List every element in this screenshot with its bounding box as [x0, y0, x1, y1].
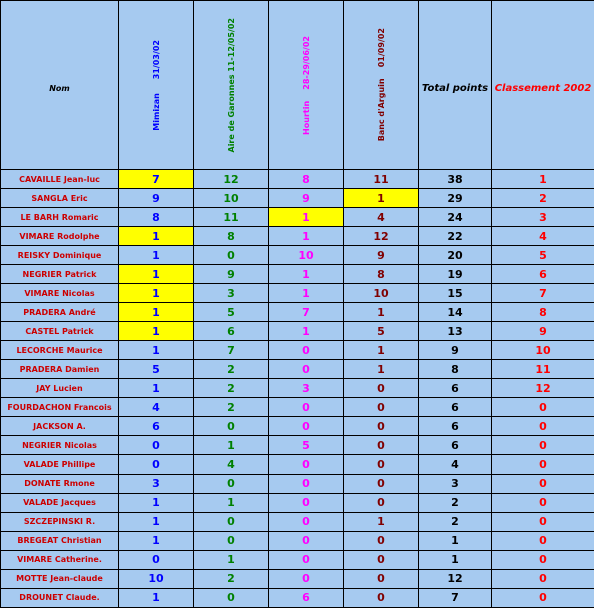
- race-4-points: 1: [344, 512, 419, 531]
- total-points: 8: [419, 360, 492, 379]
- race-3-points: 0: [269, 512, 344, 531]
- race-1-points: 8: [119, 208, 194, 227]
- participant-name: DROUNET Claude.: [1, 588, 119, 607]
- table-row: [1, 170, 594, 189]
- race-4-points: 0: [344, 417, 419, 436]
- header-race-3: [269, 1, 344, 170]
- header-total: Total points: [419, 1, 492, 170]
- race-2-points: 12: [194, 170, 269, 189]
- race-1-points: 0: [119, 455, 194, 474]
- participant-name: VALADE Phillipe: [1, 455, 119, 474]
- table-row: [1, 265, 594, 284]
- total-points: 9: [419, 341, 492, 360]
- total-points: 6: [419, 417, 492, 436]
- table-row: [1, 455, 594, 474]
- rank-value: 0: [492, 550, 594, 569]
- participant-name: PRADERA André: [1, 303, 119, 322]
- race-1-points: 1: [119, 493, 194, 512]
- total-points: 29: [419, 189, 492, 208]
- participant-name: JAY Lucien: [1, 379, 119, 398]
- participant-name: JACKSON A.: [1, 417, 119, 436]
- race-3-points: 1: [269, 208, 344, 227]
- race-1-points: 9: [119, 189, 194, 208]
- rank-value: 0: [492, 455, 594, 474]
- race-4-points: 0: [344, 455, 419, 474]
- race-4-points: 11: [344, 170, 419, 189]
- race-4-points: 4: [344, 208, 419, 227]
- table-row: [1, 322, 594, 341]
- total-points: 13: [419, 322, 492, 341]
- rank-value: 2: [492, 189, 594, 208]
- race-2-points: 10: [194, 189, 269, 208]
- race-2-points: 2: [194, 398, 269, 417]
- race-4-points: 12: [344, 227, 419, 246]
- race-1-points: 1: [119, 341, 194, 360]
- rank-value: 8: [492, 303, 594, 322]
- rank-value: 0: [492, 398, 594, 417]
- rank-value: 0: [492, 512, 594, 531]
- race-2-points: 0: [194, 474, 269, 493]
- race-1-points: 1: [119, 303, 194, 322]
- participant-name: VALADE Jacques: [1, 493, 119, 512]
- header-name: Nom: [1, 1, 119, 170]
- participant-name: VIMARE Catherine.: [1, 550, 119, 569]
- race-3-points: 0: [269, 341, 344, 360]
- total-points: 6: [419, 379, 492, 398]
- participant-name: VIMARE Nicolas: [1, 284, 119, 303]
- race-1-points: 4: [119, 398, 194, 417]
- race-1-label: Mimizan 31/03/02: [151, 39, 161, 131]
- race-3-points: 0: [269, 398, 344, 417]
- race-3-points: 9: [269, 189, 344, 208]
- header-race-4: [344, 1, 419, 170]
- total-points: 3: [419, 474, 492, 493]
- rank-value: 9: [492, 322, 594, 341]
- participant-name: MOTTE Jean-claude: [1, 569, 119, 588]
- race-3-points: 0: [269, 417, 344, 436]
- rank-value: 7: [492, 284, 594, 303]
- race-1-points: 10: [119, 569, 194, 588]
- race-4-points: 0: [344, 531, 419, 550]
- table-row: [1, 569, 594, 588]
- race-1-points: 1: [119, 284, 194, 303]
- race-3-points: 0: [269, 360, 344, 379]
- race-3-points: 5: [269, 436, 344, 455]
- participant-name: CAVAILLE Jean-luc: [1, 170, 119, 189]
- race-1-points: 1: [119, 531, 194, 550]
- race-3-points: 0: [269, 474, 344, 493]
- table-row: [1, 208, 594, 227]
- table-body: [1, 170, 594, 608]
- race-4-points: 0: [344, 569, 419, 588]
- race-2-points: 6: [194, 322, 269, 341]
- race-2-points: 11: [194, 208, 269, 227]
- total-points: 2: [419, 512, 492, 531]
- rank-value: 0: [492, 588, 594, 607]
- race-2-points: 9: [194, 265, 269, 284]
- table-row: [1, 379, 594, 398]
- race-1-points: 1: [119, 246, 194, 265]
- total-points: 6: [419, 436, 492, 455]
- race-1-points: 1: [119, 588, 194, 607]
- race-3-points: 1: [269, 265, 344, 284]
- rank-value: 0: [492, 531, 594, 550]
- race-1-points: 0: [119, 436, 194, 455]
- race-1-points: 1: [119, 227, 194, 246]
- race-2-points: 2: [194, 360, 269, 379]
- race-2-points: 0: [194, 512, 269, 531]
- race-3-points: 6: [269, 588, 344, 607]
- race-4-points: 0: [344, 550, 419, 569]
- rank-value: 10: [492, 341, 594, 360]
- race-4-points: 0: [344, 398, 419, 417]
- race-2-points: 3: [194, 284, 269, 303]
- total-points: 22: [419, 227, 492, 246]
- table-row: [1, 227, 594, 246]
- race-4-points: 0: [344, 474, 419, 493]
- table-row: [1, 341, 594, 360]
- rank-value: 6: [492, 265, 594, 284]
- rank-value: 0: [492, 474, 594, 493]
- race-3-label: Hourtin 28-29/06/02: [301, 35, 311, 135]
- rank-value: 0: [492, 436, 594, 455]
- total-points: 6: [419, 398, 492, 417]
- race-2-points: 1: [194, 550, 269, 569]
- race-1-points: 1: [119, 512, 194, 531]
- race-3-points: 10: [269, 246, 344, 265]
- race-2-points: 0: [194, 588, 269, 607]
- rank-value: 0: [492, 569, 594, 588]
- participant-name: FOURDACHON Francois: [1, 398, 119, 417]
- race-1-points: 5: [119, 360, 194, 379]
- race-3-points: 1: [269, 284, 344, 303]
- race-4-points: 10: [344, 284, 419, 303]
- race-3-points: 7: [269, 303, 344, 322]
- total-points: 1: [419, 550, 492, 569]
- race-4-points: 0: [344, 379, 419, 398]
- participant-name: VIMARE Rodolphe: [1, 227, 119, 246]
- race-1-points: 0: [119, 550, 194, 569]
- race-4-points: 0: [344, 493, 419, 512]
- race-2-points: 1: [194, 436, 269, 455]
- total-points: 24: [419, 208, 492, 227]
- table-row: [1, 550, 594, 569]
- participant-name: BREGEAT Christian: [1, 531, 119, 550]
- rank-value: 12: [492, 379, 594, 398]
- race-2-points: 7: [194, 341, 269, 360]
- race-4-points: 1: [344, 303, 419, 322]
- race-3-points: 1: [269, 227, 344, 246]
- race-3-points: 0: [269, 569, 344, 588]
- participant-name: NEGRIER Patrick: [1, 265, 119, 284]
- race-4-points: 1: [344, 360, 419, 379]
- race-3-points: 0: [269, 531, 344, 550]
- race-4-points: 5: [344, 322, 419, 341]
- participant-name: NEGRIER Nicolas: [1, 436, 119, 455]
- table-row: [1, 189, 594, 208]
- race-4-points: 8: [344, 265, 419, 284]
- race-1-points: 3: [119, 474, 194, 493]
- race-4-points: 1: [344, 189, 419, 208]
- rank-value: 0: [492, 417, 594, 436]
- participant-name: PRADERA Damien: [1, 360, 119, 379]
- table-row: [1, 284, 594, 303]
- race-2-points: 4: [194, 455, 269, 474]
- race-2-label: Aire de Garonnes 11-12/05/02: [226, 17, 236, 153]
- total-points: 4: [419, 455, 492, 474]
- race-3-points: 1: [269, 322, 344, 341]
- rank-value: 4: [492, 227, 594, 246]
- race-3-points: 0: [269, 455, 344, 474]
- total-points: 2: [419, 493, 492, 512]
- race-2-points: 0: [194, 417, 269, 436]
- total-points: 15: [419, 284, 492, 303]
- race-4-points: 1: [344, 341, 419, 360]
- total-points: 7: [419, 588, 492, 607]
- participant-name: SANGLA Eric: [1, 189, 119, 208]
- rank-value: 3: [492, 208, 594, 227]
- race-1-points: 6: [119, 417, 194, 436]
- table-row: [1, 436, 594, 455]
- total-points: 19: [419, 265, 492, 284]
- participant-name: LE BARH Romaric: [1, 208, 119, 227]
- total-points: 12: [419, 569, 492, 588]
- race-1-points: 1: [119, 322, 194, 341]
- race-1-points: 1: [119, 379, 194, 398]
- table-row: [1, 246, 594, 265]
- header-race-1: [119, 1, 194, 170]
- race-2-points: 0: [194, 246, 269, 265]
- table-row: [1, 417, 594, 436]
- table-row: [1, 474, 594, 493]
- header-race-2: [194, 1, 269, 170]
- race-3-points: 3: [269, 379, 344, 398]
- race-1-points: 1: [119, 265, 194, 284]
- race-4-points: 9: [344, 246, 419, 265]
- total-points: 20: [419, 246, 492, 265]
- rank-value: 0: [492, 493, 594, 512]
- participant-name: CASTEL Patrick: [1, 322, 119, 341]
- rank-value: 1: [492, 170, 594, 189]
- table-row: [1, 398, 594, 417]
- race-2-points: 5: [194, 303, 269, 322]
- race-2-points: 2: [194, 379, 269, 398]
- race-4-points: 0: [344, 588, 419, 607]
- race-3-points: 0: [269, 550, 344, 569]
- header-row: [1, 1, 594, 170]
- table-row: [1, 512, 594, 531]
- table-row: [1, 531, 594, 550]
- header-rank: Classement 2002: [492, 1, 594, 170]
- table-row: [1, 360, 594, 379]
- race-4-points: 0: [344, 436, 419, 455]
- race-4-label: Banc d'Arguin 01/09/02: [376, 28, 386, 142]
- race-2-points: 8: [194, 227, 269, 246]
- rank-value: 11: [492, 360, 594, 379]
- participant-name: LECORCHE Maurice: [1, 341, 119, 360]
- total-points: 14: [419, 303, 492, 322]
- race-3-points: 0: [269, 493, 344, 512]
- table-row: [1, 493, 594, 512]
- participant-name: REISKY Dominique: [1, 246, 119, 265]
- participant-name: SZCZEPINSKI R.: [1, 512, 119, 531]
- race-1-points: 7: [119, 170, 194, 189]
- race-3-points: 8: [269, 170, 344, 189]
- race-2-points: 1: [194, 493, 269, 512]
- total-points: 1: [419, 531, 492, 550]
- race-2-points: 2: [194, 569, 269, 588]
- table-row: [1, 303, 594, 322]
- race-2-points: 0: [194, 531, 269, 550]
- table-row: [1, 588, 594, 607]
- participant-name: DONATE Rmone: [1, 474, 119, 493]
- total-points: 38: [419, 170, 492, 189]
- rank-value: 5: [492, 246, 594, 265]
